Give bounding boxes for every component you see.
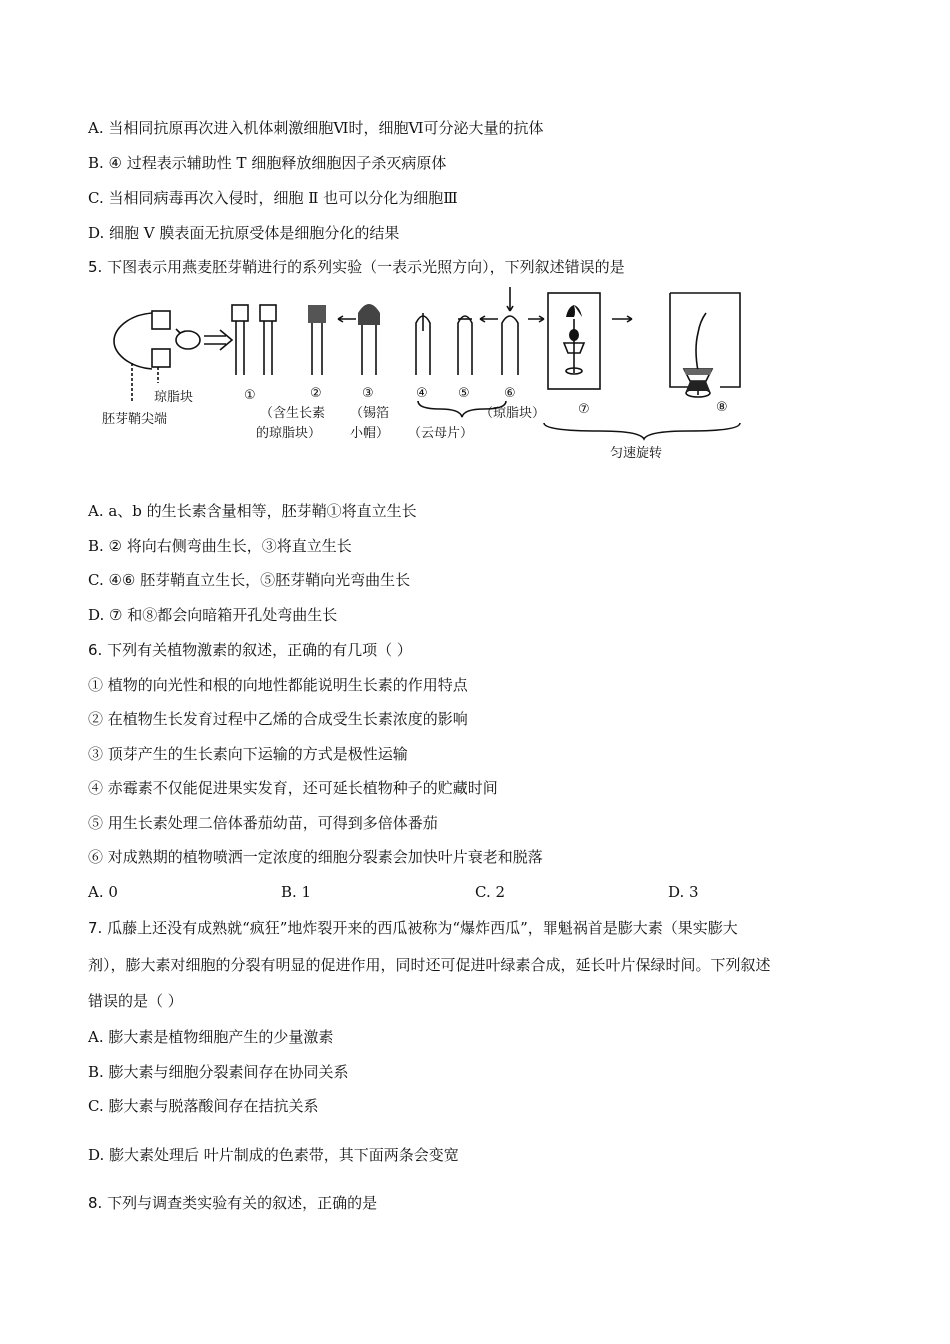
q6-item-1: ① 植物的向光性和根的向地性都能说明生长素的作用特点 (88, 676, 468, 694)
q7-stem-line-3: 错误的是（ ） (88, 992, 183, 1010)
q6-item-4: ④ 赤霉素不仅能促进果实发育，还可延长植物种子的贮藏时间 (88, 779, 498, 797)
q4-option-b: B. ④ 过程表示辅助性 T 细胞释放细胞因子杀灭病原体 (88, 154, 447, 172)
q6-item-2: ② 在植物生长发育过程中乙烯的合成受生长素浓度的影响 (88, 710, 468, 728)
foil-cap-label-1: （锡箔 (350, 406, 390, 421)
q8-stem (88, 1193, 377, 1213)
q8-stem-text: 下列与调查类实验有关的叙述，正确的是 (107, 1194, 378, 1212)
agar-block-label: 琼脂块 (154, 390, 194, 405)
q6-stem-text: 下列有关植物激素的叙述，正确的有几项（ ） (107, 641, 412, 659)
exp8-soil (684, 369, 712, 375)
q5-option-a: A. a、b 的生长素含量相等，胚芽鞘①将直立生长 (88, 502, 417, 520)
q7-stem-text-1: 瓜藤上还没有成熟就“疯狂”地炸裂开来的西瓜被称为“爆炸西瓜”，罪魁祸首是膨大素（果实膨大 (107, 919, 738, 937)
auxin-agar-label-1: （含生长素 (260, 406, 326, 421)
q7-option-a: A. 膨大素是植物细胞产生的少量激素 (88, 1028, 334, 1046)
coleoptile-tip-label: 胚芽鞘尖端 (102, 412, 168, 427)
q7-stem-line-1 (88, 918, 738, 938)
rotation-arrowhead-icon (176, 329, 185, 333)
auxin-agar-label-2: 的琼脂块） (256, 426, 322, 441)
light-arrow-6-7 (528, 316, 544, 322)
exp8-number: ⑧ (716, 400, 728, 415)
q5-stem (88, 257, 625, 277)
exp6-stem (502, 316, 518, 375)
light-arrow-2-3 (338, 316, 356, 322)
agar-block-b (152, 349, 170, 367)
coleoptile-tip-shape (114, 313, 152, 369)
exp5-number: ⑤ (458, 386, 470, 401)
q8-number: 8. (88, 1194, 103, 1212)
q6-stem (88, 640, 412, 660)
q7-option-b: B. 膨大素与细胞分裂素间存在协同关系 (88, 1063, 349, 1081)
q7-option-d: D. 膨大素处理后 叶片制成的色素带，其下面两条会变宽 (88, 1146, 459, 1164)
exp1-stem-right (264, 321, 272, 375)
exp3-foil-cap (358, 304, 380, 325)
q7-option-c: C. 膨大素与脱落酸间存在拮抗关系 (88, 1097, 319, 1115)
q5-option-b: B. ② 将向右侧弯曲生长，③将直立生长 (88, 537, 352, 555)
rotation-circle-icon (176, 331, 200, 349)
q5-option-c: C. ④⑥ 胚芽鞘直立生长，⑤胚芽鞘向光弯曲生长 (88, 571, 411, 589)
q6-item-3: ③ 顶芽产生的生长素向下运输的方式是极性运输 (88, 745, 408, 763)
q4-option-a: A. 当相同抗原再次进入机体刺激细胞Ⅵ时，细胞Ⅵ可分泌大量的抗体 (88, 119, 544, 137)
q7-stem-line-2: 剂），膨大素对细胞的分裂有明显的促进作用，同时还可促进叶绿素合成，延长叶片保绿时间。下列叙述 (88, 956, 771, 974)
q5-option-d: D. ⑦ 和⑧都会向暗箱开孔处弯曲生长 (88, 606, 338, 624)
q6-option-b: B. 1 (281, 883, 312, 901)
arrow-7-8 (612, 316, 632, 322)
agar-block-paren-label: （琼脂块） (480, 406, 546, 421)
light-arrow-5 (480, 316, 498, 322)
coleoptile-experiment-figure (100, 283, 750, 468)
q4-option-c: C. 当相同病毒再次入侵时，细胞 Ⅱ 也可以分化为细胞Ⅲ (88, 189, 458, 207)
exp1-agar-right (260, 305, 276, 321)
agar-block-a (152, 311, 170, 329)
exp8-stem (696, 313, 706, 371)
exp2-number: ② (310, 386, 322, 401)
rotate-label: 匀速旋转 (610, 446, 663, 461)
exp1-agar-left (232, 305, 248, 321)
exp2-auxin-block (308, 305, 326, 323)
exp1-stem-left (236, 321, 244, 375)
exp5-stem (458, 316, 472, 375)
q6-item-6: ⑥ 对成熟期的植物喷洒一定浓度的细胞分裂素会加快叶片衰老和脱落 (88, 848, 543, 866)
double-arrow-icon (204, 330, 232, 350)
exp7-number: ⑦ (578, 402, 590, 417)
exp7-seed (569, 329, 579, 341)
q5-stem-text: 下图表示用燕麦胚芽鞘进行的系列实验（一表示光照方向），下列叙述错误的是 (107, 258, 625, 276)
exp8-base (686, 381, 710, 391)
exp7-leaf (566, 305, 582, 317)
exp1-number: ① (244, 388, 256, 403)
exp2-stem (312, 323, 322, 375)
rotate-brace (544, 423, 740, 439)
exp3-number: ③ (362, 386, 374, 401)
exp4-number: ④ (416, 386, 428, 401)
q5-number: 5. (88, 258, 103, 276)
q4-option-d: D. 细胞 Ⅴ 膜表面无抗原受体是细胞分化的结果 (88, 224, 400, 242)
q6-option-d: D. 3 (668, 883, 699, 901)
q6-item-5: ⑤ 用生长素处理二倍体番茄幼苗，可得到多倍体番茄 (88, 814, 438, 832)
foil-cap-label-2: 小帽） (350, 426, 390, 441)
mica-label: （云母片） (408, 426, 474, 441)
q7-number: 7. (88, 919, 103, 937)
q6-option-c: C. 2 (475, 883, 506, 901)
q6-number: 6. (88, 641, 103, 659)
exp3-stem (362, 323, 376, 375)
exp6-number: ⑥ (504, 386, 516, 401)
q6-option-a: A. 0 (88, 883, 118, 901)
